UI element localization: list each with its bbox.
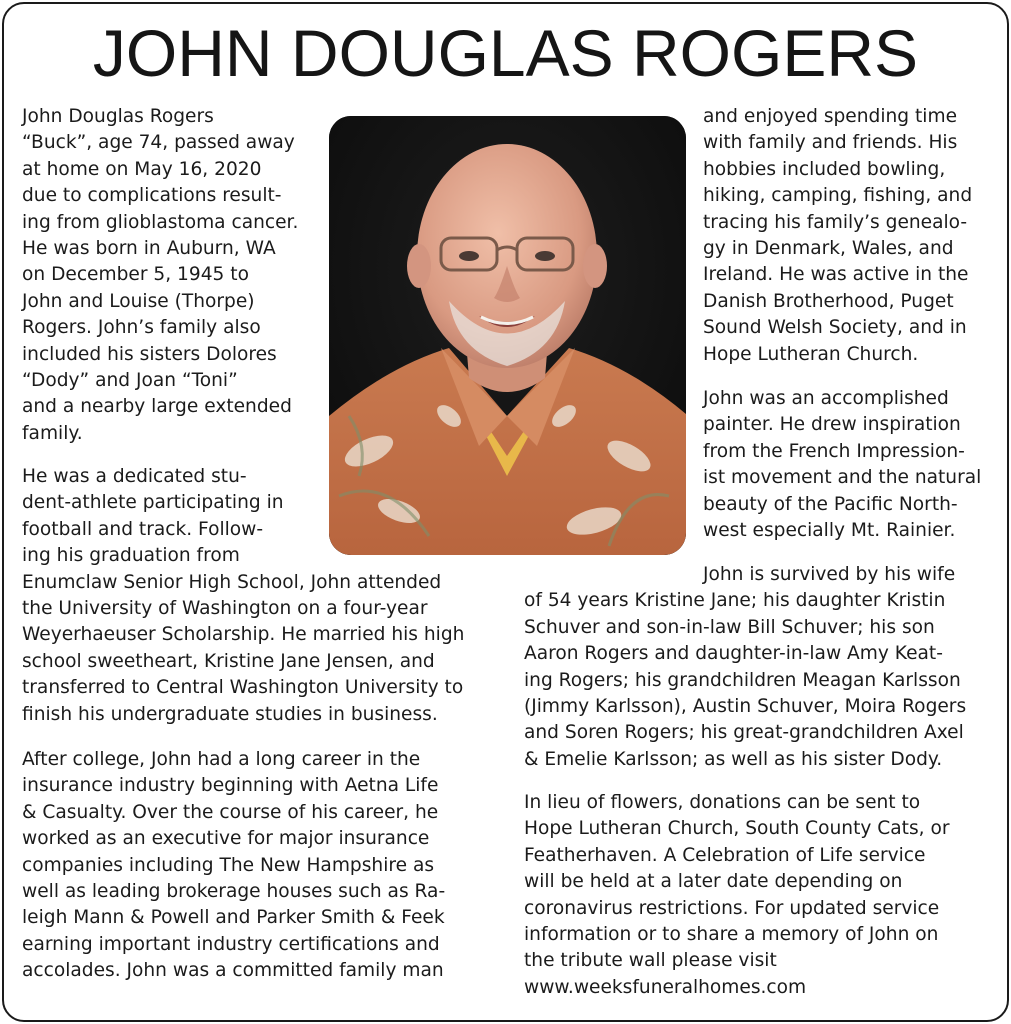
right-column-line: and enjoyed spending time [703,106,958,127]
left-column-line: ing his graduation from [22,545,240,567]
left-column-line: finish his undergraduate studies in business. [22,703,438,725]
left-column-line: “Dody” and Joan “Toni” [22,370,238,391]
left-column-line: worked as an executive for major insurance [22,828,430,850]
right-column-line: hiking, camping, fishing, and [703,185,973,207]
left-column-line: He was a dedicated stu- [22,466,247,487]
right-column-line: of 54 years Kristine Jane; his daughter Kristin [524,590,946,612]
left-column-line: leigh Mann & Powell and Parker Smith & Feek [22,907,445,929]
right-column-line: Schuver and son-in-law Bill Schuver; his son [524,616,935,638]
right-column-line: Sound Welsh Society, and in [703,317,967,339]
right-column-line: Ireland. He was active in the [703,264,969,286]
right-column-line: Hope Lutheran Church, South County Cats, or [524,818,950,840]
left-column-line: school sweetheart, Kristine Jane Jensen, and [22,650,435,672]
left-column-line: well as leading brokerage houses such as Ra- [22,881,446,902]
left-column-line: John Douglas Rogers [22,106,214,127]
left-column-line: transferred to Central Washington University to [22,677,464,699]
right-column-line: with family and friends. His [703,132,958,154]
right-column-line: John is survived by his wife [703,564,956,585]
right-column-line: Featherhaven. A Celebration of Life service [524,844,926,866]
right-column-line: gy in Denmark, Wales, and [703,238,954,259]
right-column-line: west especially Mt. Rainier. [703,520,956,541]
left-column-line: companies including The New Hampshire as [22,854,435,876]
right-column-line: Danish Brotherhood, Puget [703,290,954,312]
left-column-line: He was born in Auburn, WA [22,238,276,259]
right-column-line: coronavirus restrictions. For updated service [524,897,940,919]
right-column-line: from the French Impression- [703,440,965,462]
obituary-title: JOHN DOUGLAS ROGERS [92,16,919,90]
right-column-line: ing Rogers; his grandchildren Meagan Karlsson [524,669,961,691]
portrait-photo [329,116,686,555]
right-column-line: the tribute wall please visit [524,950,777,972]
right-column-line: Aaron Rogers and daughter-in-law Amy Keat- [524,643,943,665]
left-column-line: earning important industry certifications and [22,933,440,955]
right-column-line: and Soren Rogers; his great-grandchildren Axel [524,722,964,744]
right-column-line: information or to share a memory of John on [524,924,939,945]
left-column-line: ing from glioblastoma cancer. [22,211,299,233]
right-column-line: will be held at a later date depending on [524,871,903,893]
left-column-line: on December 5, 1945 to [22,264,249,286]
left-column-line: “Buck”, age 74, passed away [22,132,295,154]
right-column-line: & Emelie Karlsson; as well as his sister Dody. [524,748,943,770]
left-column-line: John and Louise (Thorpe) [22,290,255,312]
right-column-line: www.weeksfuneralhomes.com [524,976,807,998]
right-column-line: Hope Lutheran Church. [703,343,919,365]
left-column-line: & Casualty. Over the course of his career, he [22,801,439,823]
right-column-line: In lieu of flowers, donations can be sent to [524,792,921,813]
right-column-line: John was an accomplished [703,388,949,409]
right-column-line: (Jimmy Karlsson), Austin Schuver, Moira Rogers [524,696,967,717]
right-column-line: painter. He drew inspiration [703,414,961,436]
left-column-line: Rogers. John’s family also [22,317,261,339]
left-column-line: accolades. John was a committed family man [22,960,444,982]
left-column-line: Weyerhaeuser Scholarship. He married his high [22,624,465,646]
left-column-line: family. [22,422,83,444]
left-column-line: After college, John had a long career in the [22,749,421,770]
right-column-line: tracing his family’s genealo- [703,211,968,233]
right-column-line: beauty of the Pacific North- [703,493,958,515]
left-column-line: Enumclaw Senior High School, John attended [22,571,442,593]
left-column-line: and a nearby large extended [22,396,292,418]
right-column-line: ist movement and the natural [703,467,982,489]
left-column-line: insurance industry beginning with Aetna Life [22,775,439,797]
left-column-line: at home on May 16, 2020 [22,158,262,180]
left-column-line: included his sisters Dolores [22,343,277,365]
left-column-line: the University of Washington on a four-year [22,598,428,619]
left-column-line: dent-athlete participating in [22,492,284,514]
left-column-line: due to complications result- [22,185,282,207]
left-column-line: football and track. Follow- [22,518,264,540]
right-column-line: hobbies included bowling, [703,158,946,180]
